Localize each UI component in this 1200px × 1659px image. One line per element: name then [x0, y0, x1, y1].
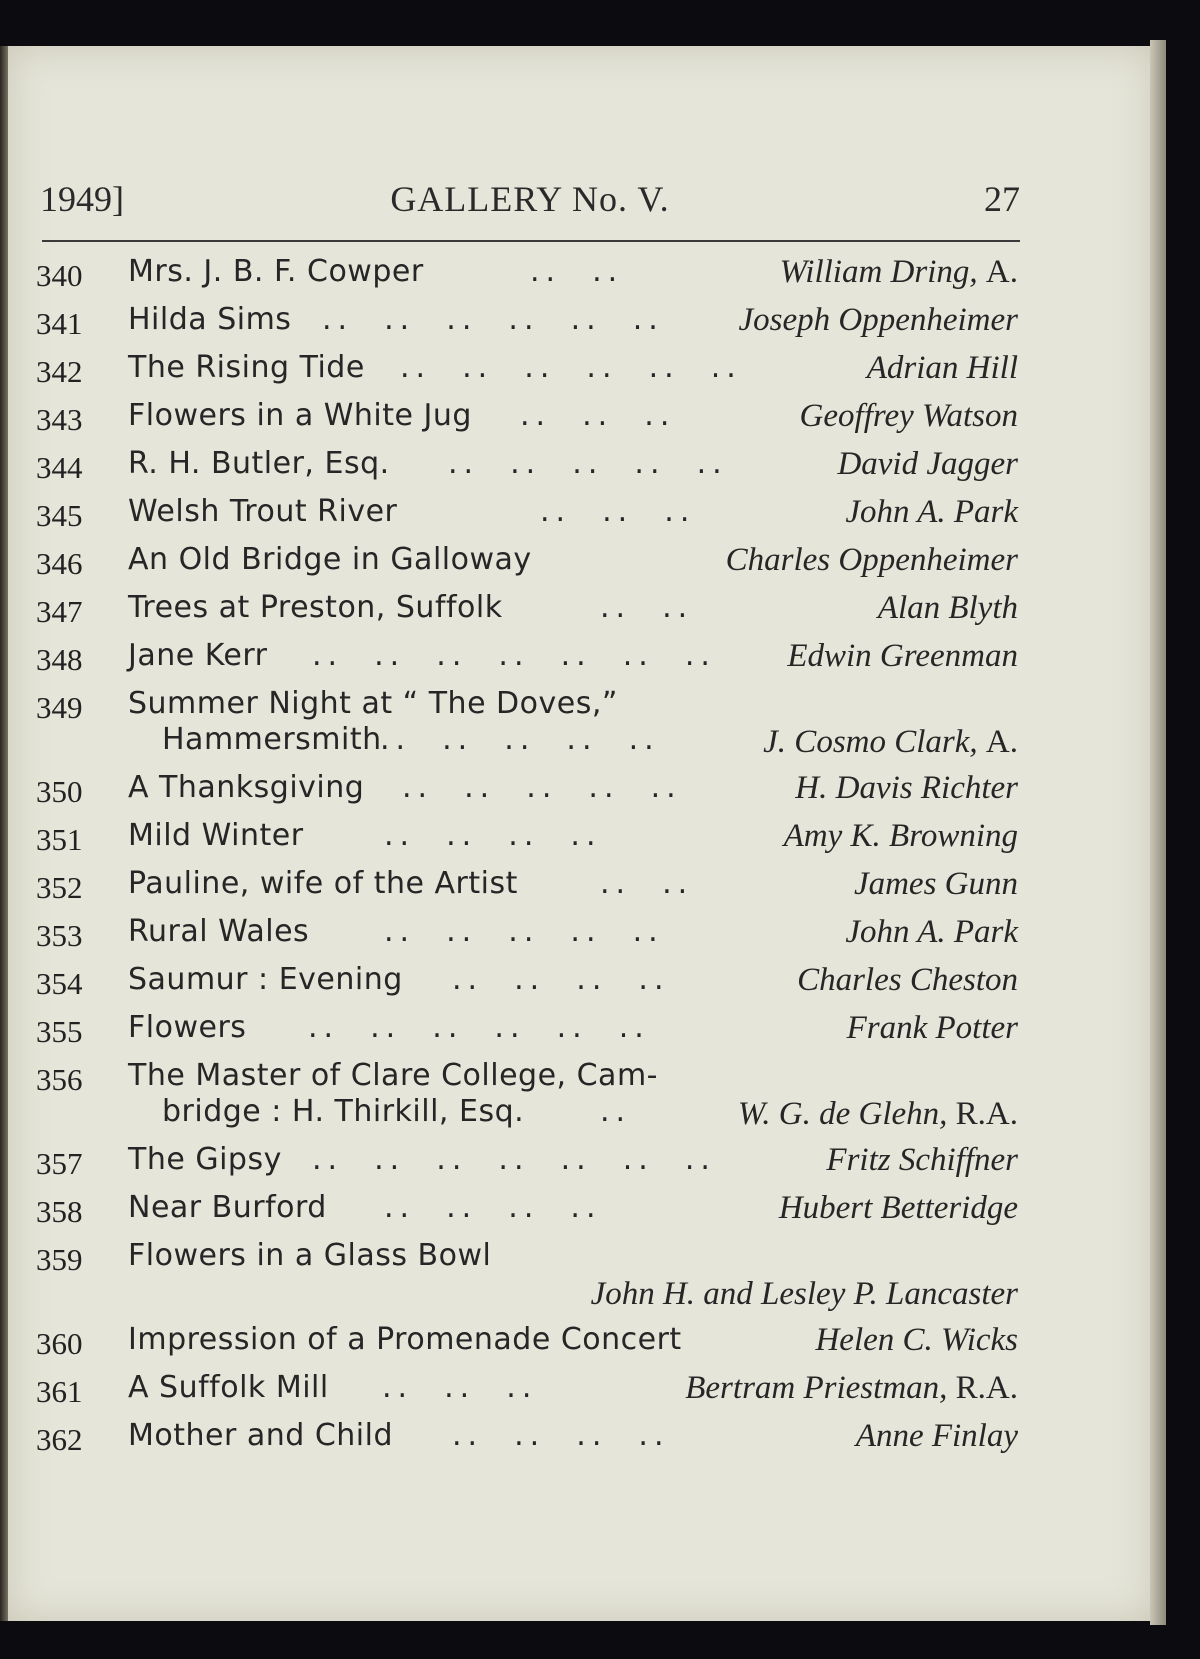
entry-number: 346: [36, 546, 83, 581]
entry-title: Rural Wales: [128, 914, 310, 949]
entry-number: 347: [36, 594, 83, 629]
entry-title: Flowers: [128, 1010, 247, 1045]
entry-title: Welsh Trout River: [128, 494, 398, 529]
artist-name: J. Cosmo Clark,: [763, 724, 978, 760]
entry-title: Near Burford: [128, 1190, 327, 1225]
artist-name: Bertram Priestman,: [685, 1370, 948, 1406]
entry-number: 348: [36, 642, 83, 677]
catalogue-entry: [0, 1184, 1040, 1232]
leader-dots: .. .. ..: [520, 398, 676, 433]
artist-rank: R.A.: [955, 1096, 1018, 1132]
entry-title: A Thanksgiving: [128, 770, 365, 805]
catalogue-entries: [0, 248, 1040, 1460]
catalogue-entry: [0, 680, 1040, 764]
entry-artist: [779, 1190, 1018, 1227]
artist-name: Helen C. Wicks: [815, 1322, 1018, 1358]
entry-artist: [795, 770, 1018, 807]
catalogue-entry: [0, 1052, 1040, 1136]
entry-number: 357: [36, 1146, 83, 1181]
entry-title: Mrs. J. B. F. Cowper: [128, 254, 424, 289]
entry-title: The Rising Tide: [128, 350, 365, 385]
entry-title-continued: bridge : H. Thirkill, Esq.: [162, 1094, 525, 1129]
header-gallery-title: GALLERY No. V.: [390, 179, 670, 219]
entry-number: 345: [36, 498, 83, 533]
artist-name: Geoffrey Watson: [799, 398, 1018, 434]
catalogue-entry: [0, 860, 1040, 908]
entry-number: 353: [36, 918, 83, 953]
entry-artist: [854, 866, 1018, 903]
artist-name: David Jagger: [837, 446, 1018, 482]
entry-number: 341: [36, 306, 83, 341]
catalogue-entry: [0, 632, 1040, 680]
leader-dots: .. .. .. .. ..: [402, 770, 682, 805]
leader-dots: .. .. ..: [382, 1370, 538, 1405]
entry-title: R. H. Butler, Esq.: [128, 446, 390, 481]
artist-name: Joseph Oppenheimer: [738, 302, 1018, 338]
leader-dots: .. .. .. .. .. ..: [322, 302, 664, 337]
catalogue-entry: [0, 392, 1040, 440]
entry-artist: [878, 590, 1018, 627]
leader-dots: .. ..: [600, 866, 694, 901]
entry-title: The Master of Clare College, Cam-: [128, 1058, 658, 1093]
catalogue-entry: [0, 1364, 1040, 1412]
leader-dots: .. .. .. .. ..: [448, 446, 728, 481]
artist-name: John A. Park: [845, 914, 1018, 950]
catalogue-entry: [0, 584, 1040, 632]
entry-artist: [787, 638, 1018, 675]
artist-rank: A.: [985, 724, 1018, 760]
entry-number: 350: [36, 774, 83, 809]
entry-number: 362: [36, 1422, 83, 1457]
header-year: 1949]: [40, 179, 124, 219]
entry-artist: [726, 542, 1018, 579]
entry-artist: [800, 398, 1018, 435]
entry-number: 344: [36, 450, 83, 485]
leader-dots: .. .. .. ..: [384, 818, 602, 853]
entry-number: 354: [36, 966, 83, 1001]
header-rule: [42, 240, 1020, 242]
entry-title: Impression of a Promenade Concert: [128, 1322, 682, 1357]
entry-artist: [856, 1418, 1018, 1455]
leader-dots: .. .. .. .. .. .. ..: [312, 1142, 716, 1177]
entry-number: 351: [36, 822, 83, 857]
entry-title-continued: Hammersmith: [162, 722, 382, 757]
artist-name: Amy K. Browning: [783, 818, 1018, 854]
artist-name: Frank Potter: [846, 1010, 1018, 1046]
entry-title: Mild Winter: [128, 818, 304, 853]
catalogue-entry: [0, 956, 1040, 1004]
artist-name: John A. Park: [845, 494, 1018, 530]
entry-title: Saumur : Evening: [128, 962, 403, 997]
entry-number: 356: [36, 1062, 83, 1097]
entry-artist: [826, 1142, 1018, 1179]
leader-dots: .. .. .. .. .. ..: [400, 350, 742, 385]
entry-number: 349: [36, 690, 83, 725]
entry-title: Pauline, wife of the Artist: [128, 866, 518, 901]
entry-artist: John H. and Lesley P. Lancaster: [590, 1276, 1018, 1312]
catalogue-entry: [0, 1136, 1040, 1184]
leader-dots: .. .. .. .. ..: [380, 722, 660, 757]
entry-artist: [837, 446, 1018, 483]
entry-artist: [763, 724, 1018, 761]
entry-number: 342: [36, 354, 83, 389]
entry-title: An Old Bridge in Galloway: [128, 542, 532, 577]
artist-name: Charles Oppenheimer: [725, 542, 1018, 578]
catalogue-entry: [0, 812, 1040, 860]
entry-artist: [780, 254, 1018, 291]
leader-dots: .. .. ..: [540, 494, 696, 529]
entry-artist: [784, 818, 1018, 855]
catalogue-entry: [0, 440, 1040, 488]
artist-name: William Dring,: [779, 254, 978, 290]
catalogue-entry: [0, 488, 1040, 536]
leader-dots: .. .. .. .. .. ..: [308, 1010, 650, 1045]
entry-artist: [847, 1010, 1018, 1047]
entry-number: 352: [36, 870, 83, 905]
entry-artist: [738, 1096, 1018, 1133]
page-edge: [1150, 40, 1166, 1625]
entry-artist: [738, 302, 1018, 339]
catalogue-entry: [0, 536, 1040, 584]
entry-title: Summer Night at “ The Doves,”: [128, 686, 618, 721]
artist-name: Charles Cheston: [797, 962, 1018, 998]
entry-title: Hilda Sims: [128, 302, 292, 337]
artist-rank: R.A.: [955, 1370, 1018, 1406]
entry-title: A Suffolk Mill: [128, 1370, 329, 1405]
entry-number: 361: [36, 1374, 83, 1409]
leader-dots: .. ..: [530, 254, 624, 289]
leader-dots: .. .. .. ..: [452, 1418, 670, 1453]
catalogue-entry: [0, 1004, 1040, 1052]
leader-dots: ..: [600, 1094, 632, 1129]
catalogue-entry: [0, 248, 1040, 296]
artist-name: Adrian Hill: [866, 350, 1018, 386]
entry-number: 355: [36, 1014, 83, 1049]
leader-dots: .. .. .. ..: [384, 1190, 602, 1225]
artist-name: James Gunn: [853, 866, 1018, 902]
artist-name: Hubert Betteridge: [778, 1190, 1018, 1226]
leader-dots: .. ..: [600, 590, 694, 625]
catalogue-entry: [0, 1412, 1040, 1460]
entry-title: The Gipsy: [128, 1142, 282, 1177]
entry-title: Flowers in a White Jug: [128, 398, 472, 433]
artist-name: Fritz Schiffner: [826, 1142, 1018, 1178]
entry-artist: [845, 494, 1018, 531]
entry-artist: [867, 350, 1018, 387]
page-header: [40, 178, 1020, 228]
entry-artist: [815, 1322, 1018, 1359]
entry-artist: [685, 1370, 1018, 1407]
leader-dots: .. .. .. .. .. .. ..: [312, 638, 716, 673]
entry-title: Mother and Child: [128, 1418, 393, 1453]
catalogue-entry: [0, 764, 1040, 812]
catalogue-entry: [0, 908, 1040, 956]
entry-artist: [797, 962, 1018, 999]
catalogue-entry: [0, 296, 1040, 344]
page-number: 27: [984, 179, 1020, 219]
catalogue-entry: [0, 1316, 1040, 1364]
artist-name: Alan Blyth: [877, 590, 1018, 626]
artist-rank: A.: [985, 254, 1018, 290]
catalogue-entry: [0, 1232, 1040, 1316]
entry-number: 360: [36, 1326, 83, 1361]
artist-name: H. Davis Richter: [795, 770, 1018, 806]
entry-number: 358: [36, 1194, 83, 1229]
leader-dots: .. .. .. .. ..: [384, 914, 664, 949]
entry-title: Trees at Preston, Suffolk: [128, 590, 503, 625]
entry-number: 340: [36, 258, 83, 293]
entry-artist: [845, 914, 1018, 951]
catalogue-entry: [0, 344, 1040, 392]
entry-number: 343: [36, 402, 83, 437]
entry-title: Flowers in a Glass Bowl: [128, 1238, 492, 1273]
leader-dots: .. .. .. ..: [452, 962, 670, 997]
entry-number: 359: [36, 1242, 83, 1277]
artist-name: W. G. de Glehn,: [737, 1096, 948, 1132]
artist-name: Anne Finlay: [855, 1418, 1018, 1454]
entry-title: Jane Kerr: [128, 638, 268, 673]
artist-name: Edwin Greenman: [787, 638, 1018, 674]
